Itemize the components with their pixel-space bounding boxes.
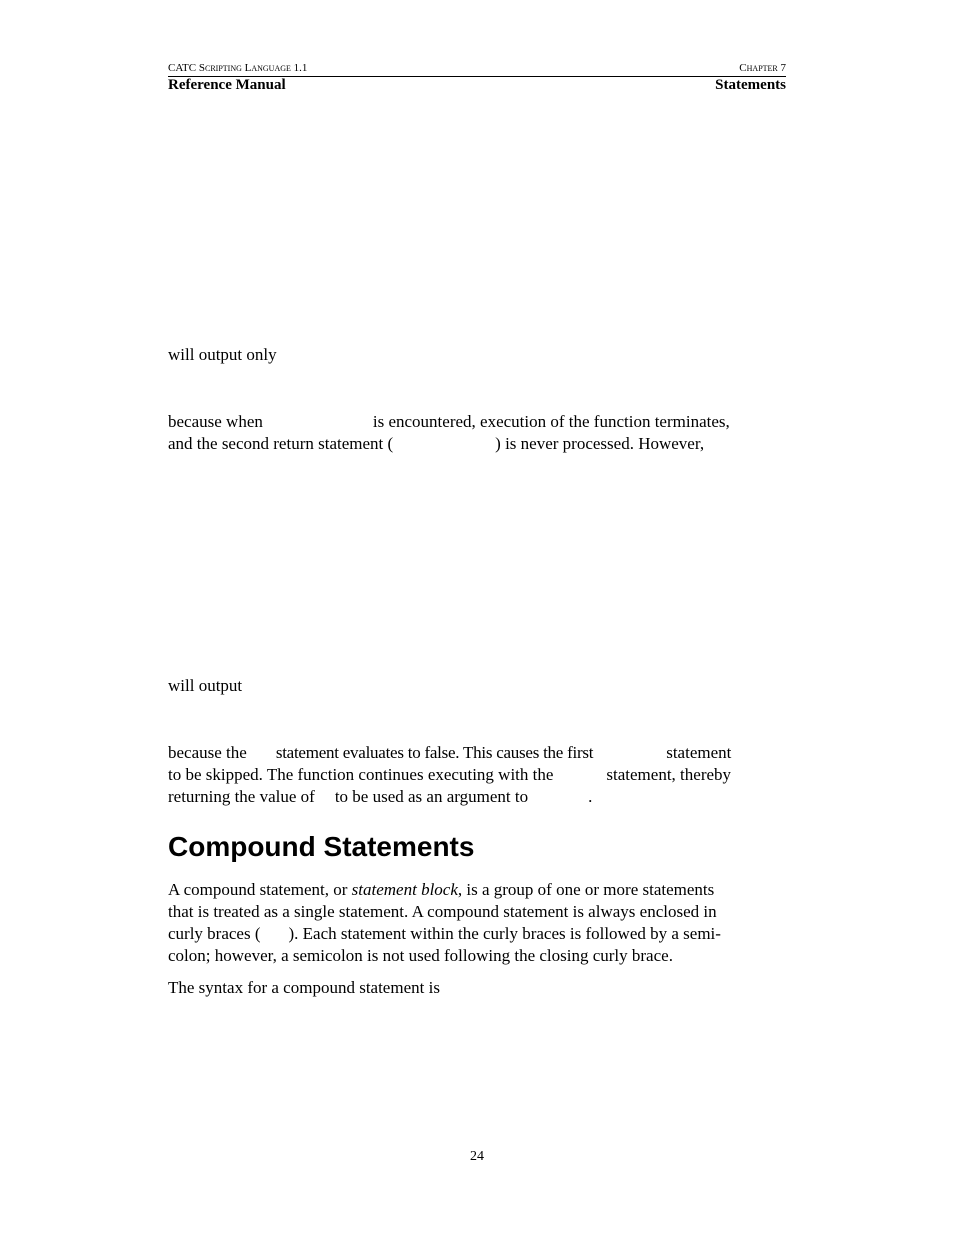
section-heading: Compound Statements <box>168 831 475 862</box>
text-line: The syntax for a compound statement is <box>168 978 440 997</box>
text-fragment: returning the value of <box>168 787 315 806</box>
text-line: that is treated as a single statement. A compound statement is always enclosed in <box>168 902 717 921</box>
text-fragment: to be skipped. The function continues executing with the <box>168 765 554 784</box>
paragraph-output-only <box>168 344 784 366</box>
header-bottom-row <box>168 77 786 93</box>
text-fragment: . <box>588 787 593 806</box>
paragraph-because-when <box>168 411 784 455</box>
paragraph-compound-description <box>168 879 774 967</box>
text-line <box>168 923 774 945</box>
text-fragment: to be used as an argument to <box>334 787 529 806</box>
page-number: 24 <box>470 1149 484 1164</box>
text-fragment: because the <box>168 743 247 762</box>
page-header <box>168 61 786 93</box>
text-fragment: ) is never processed. However, <box>495 434 705 453</box>
text-fragment: A compound statement, or <box>168 880 352 899</box>
text-fragment: statement evaluates to false. This causes the first <box>275 743 594 762</box>
text-line <box>168 879 774 901</box>
document-title: CATC Scripting Language 1.1 <box>168 62 308 74</box>
text-line <box>168 433 784 455</box>
text-line <box>168 764 782 786</box>
text-line <box>168 786 782 808</box>
text-line: will output <box>168 676 243 695</box>
text-line <box>168 411 784 433</box>
manual-label: Reference Manual <box>168 77 286 93</box>
text-line: will output only <box>168 345 277 364</box>
chapter-label: Chapter 7 <box>739 62 786 74</box>
text-line <box>168 742 782 764</box>
text-line: colon; however, a semicolon is not used following the closing curly brace. <box>168 946 673 965</box>
text-fragment: because when <box>168 412 263 431</box>
text-fragment: and the second return statement ( <box>168 434 394 453</box>
header-top-row <box>168 61 786 77</box>
section-label: Statements <box>715 77 786 93</box>
text-fragment: statement, thereby <box>606 765 732 784</box>
paragraph-syntax-intro <box>168 977 784 999</box>
paragraph-will-output <box>168 675 784 697</box>
text-fragment: is encountered, execution of the function terminates, <box>372 412 730 431</box>
emphasized-term: statement block <box>351 880 458 899</box>
text-fragment: ). Each statement within the curly braces is followed by a semi- <box>288 924 721 943</box>
text-fragment: curly braces ( <box>168 924 261 943</box>
text-fragment: , is a group of one or more statements <box>457 880 715 899</box>
text-fragment: statement <box>666 743 732 762</box>
paragraph-because-the <box>168 742 782 808</box>
